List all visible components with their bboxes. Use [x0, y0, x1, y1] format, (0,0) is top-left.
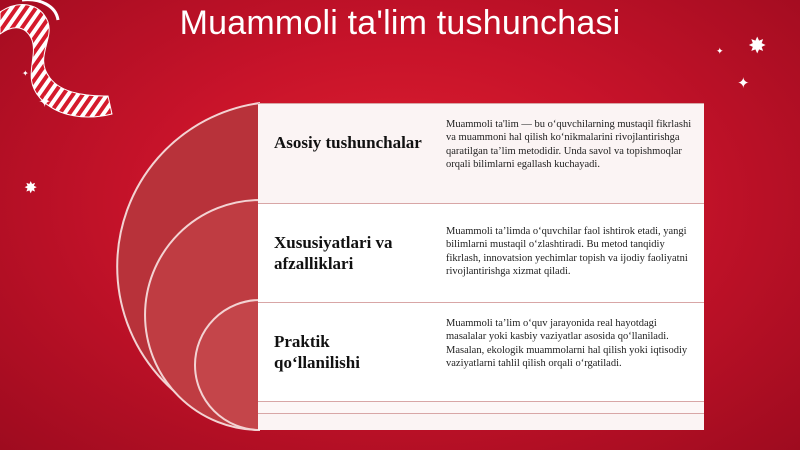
spacer-row	[258, 413, 704, 430]
concentric-arcs	[0, 0, 260, 450]
sparkle-icon: ✸	[748, 34, 767, 59]
sparkle-icon: ✦	[38, 92, 52, 111]
sparkle-icon: ✦	[716, 47, 724, 57]
slide-title: Muammoli ta'lim tushunchasi	[179, 4, 621, 42]
section-text: Muammoli ta'lim — bu o‘quvchilarning mustaqil fikrlashi va muammoni hal qilish ko‘nikmalarini rivojlantirishga qaratilgan ta’lim metodidir. Unda savol va topishmoqlar orqali bilimlarni egallash kuchayadi.	[446, 119, 692, 171]
section-text: Muammoli ta’limda o‘quvchilar faol ishtirok etadi, yangi bilimlarni mustaqil o‘zlashtiradi. Bu metod tanqidiy fikrlash, innovatsion yechimlar topish va ijodiy faoliyatni rivojlantirishga xizmat qiladi.	[446, 226, 688, 278]
section-row-praktik	[258, 302, 704, 401]
section-heading: Xususiyatlari va afzalliklari	[274, 233, 393, 273]
sparkle-icon: ✦	[22, 69, 29, 78]
sparkle-icon: ✦	[737, 74, 750, 92]
sparkle-icon: ✸	[24, 178, 38, 197]
section-text: Muammoli ta’lim o‘quv jarayonida real hayotdagi masalalar yoki kasbiy vaziyatlar asosida qo‘llaniladi. Masalan, ekologik muammolarni hal qilish yoki iqtisodiy vaziyatlarni tahlil qilish orqali o‘rgatiladi.	[446, 318, 688, 370]
section-row-xususiyatlari	[258, 203, 704, 302]
spacer-row	[258, 401, 704, 413]
section-heading: Praktik qo‘llanilishi	[274, 332, 360, 372]
content-table	[258, 103, 704, 430]
section-heading: Asosiy tushunchalar	[274, 133, 422, 152]
section-row-asosiy	[258, 103, 704, 203]
